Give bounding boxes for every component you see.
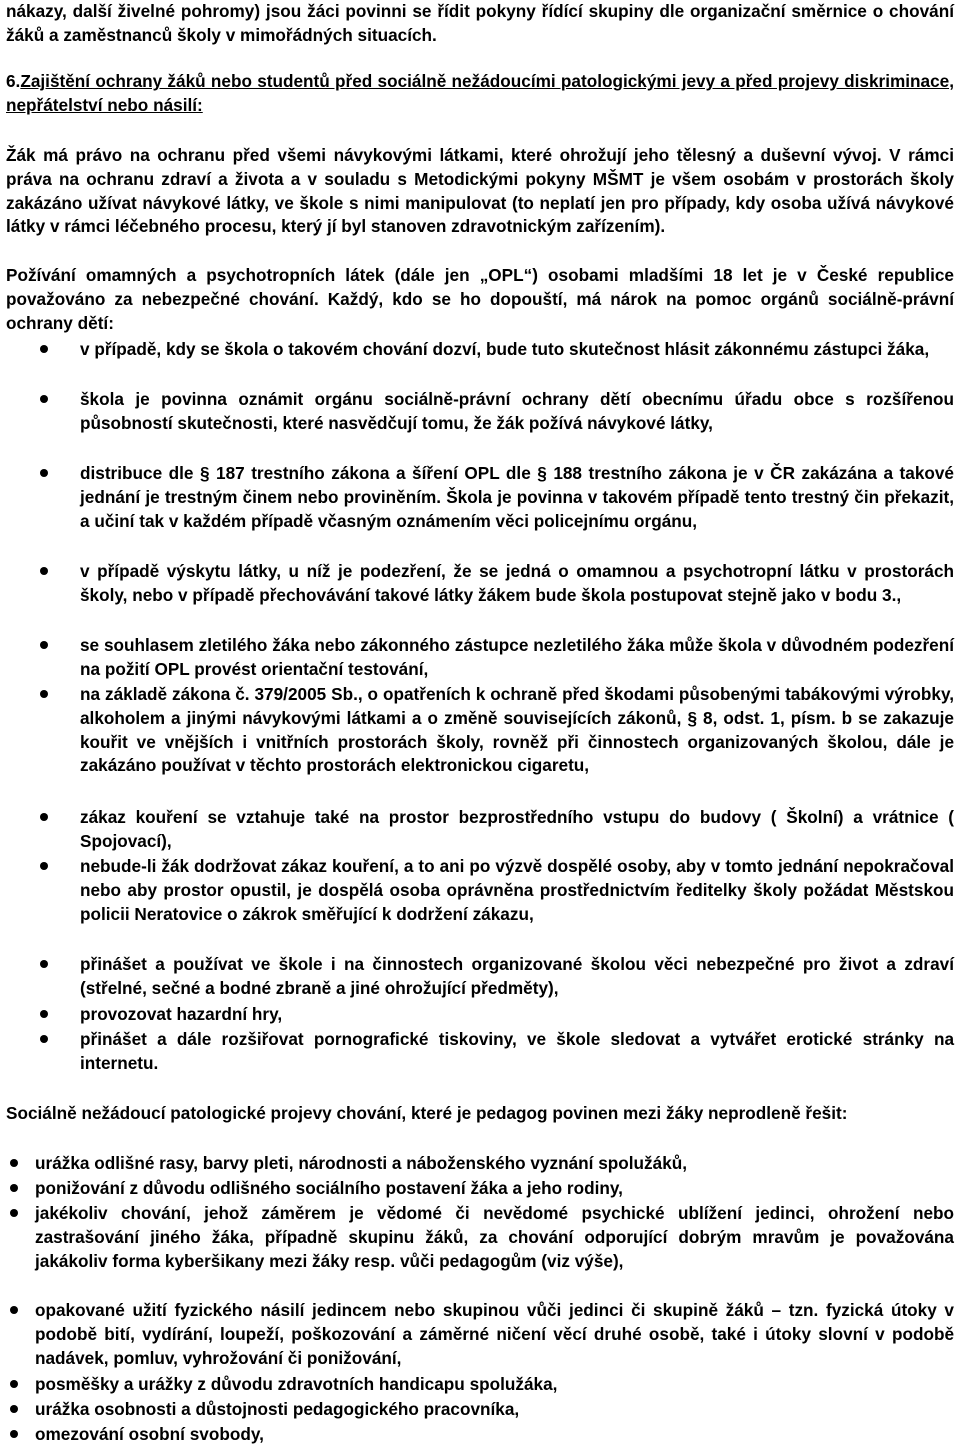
section-6-heading (6, 70, 954, 118)
list-bullet (10, 1184, 18, 1192)
list-item: urážka osobnosti a důstojnosti pedagogického pracovníka, (35, 1399, 520, 1419)
intro-paragraph: nákazy, další živelné pohromy) jsou žáci povinni se řídit pokyny řídící skupiny dle organizační směrnice o chování žáků a zaměstnanců školy v mimořádných situacích. (6, 1, 954, 45)
list-bullet (40, 862, 48, 870)
list-bullet (10, 1430, 18, 1438)
list-item: v případě výskytu látky, u níž je podezření, že se jedná o omamnou a psychotropní látku v prostorách školy, nebo v případě přechovávání takové látky žákem bude škola postupovat stejně jako v bodu 3., (80, 561, 954, 605)
list-item: distribuce dle § 187 trestního zákona a šíření OPL dle § 188 trestního zákona je v ČR zakázána a takové jednání je trestným činem nebo proviněním. Škola je povinna v takovém případě tento trestný čin překazit, a učiní tak v každém případě včasným oznámením věci policejnímu orgánu, (80, 463, 954, 531)
list-bullet (40, 1010, 48, 1018)
list-bullet (40, 813, 48, 821)
list-item: přinášet a používat ve škole i na činnostech organizované školou věci nebezpečné pro život a zdraví (střelné, sečné a bodné zbraně a jiné ohrožující předměty), (80, 954, 954, 998)
list-bullet (40, 567, 48, 575)
list-item: v případě, kdy se škola o takovém chování dozví, bude tuto skutečnost hlásit zákonnému zástupci žáka, (80, 339, 930, 359)
list-bullet (40, 345, 48, 353)
list-bullet (10, 1306, 18, 1314)
list-bullet (40, 960, 48, 968)
list-bullet (40, 1035, 48, 1043)
list-item: přinášet a dále rozšiřovat pornografické tiskoviny, ve škole sledovat a vytvářet erotické stránky na internetu. (80, 1029, 954, 1073)
list-item: jakékoliv chování, jehož záměrem je vědomé či nevědomé psychické ublížení jedinci, ohrožení nebo zastrašování jiného žáka, případně skupinu žáků, za chování odporující dobrým mravům je považována jakákoliv forma kyberšikany mezi žáky resp. vůči pedagogům (viz výše), (35, 1203, 954, 1271)
list-bullet (40, 469, 48, 477)
list-item: nebude-li žák dodržovat zákaz kouření, a to ani po výzvě dospělé osoby, aby v tomto jednání nepokračoval nebo aby prostor opustil, je dospělá osoba oprávněna prostřednictvím ředitelky školy požádat Městskou policii Neratovice o zákrok směřující k dodržení zákazu, (80, 856, 954, 924)
list-item: se souhlasem zletilého žáka nebo zákonného zástupce nezletilého žáka může škola v důvodném podezření na požití OPL provést orientační testování, (80, 635, 954, 679)
section-6-heading-text: Zajištění ochrany žáků nebo studentů před sociálně nežádoucími patologickými jevy a před projevy diskriminace, nepřátelství nebo násilí: (6, 71, 954, 115)
list-item: škola je povinna oznámit orgánu sociálně-právní ochrany dětí obecnímu úřadu obce s rozšířenou působností skutečnosti, které nasvědčují tomu, že žák požívá návykové látky, (80, 389, 954, 433)
list-bullet (40, 641, 48, 649)
list-bullet (10, 1159, 18, 1167)
section-6-paragraph-2: Požívání omamných a psychotropních látek (dále jen „OPL“) osobami mladšími 18 let je v České republice považováno za nebezpečné chování. Každý, kdo se ho dopouští, má nárok na pomoc orgánů sociálně-právní ochrany dětí: (6, 265, 954, 333)
list-item: ponižování z důvodu odlišného sociálního postavení žáka a jeho rodiny, (35, 1178, 623, 1198)
behaviour-intro: Sociálně nežádoucí patologické projevy chování, které je pedagog povinen mezi žáky neprodleně řešit: (6, 1103, 848, 1123)
section-6-paragraph-1: Žák má právo na ochranu před všemi návykovými látkami, které ohrožují jeho tělesný a duševní vývoj. V rámci práva na ochranu zdraví a života a v souladu s Metodickými pokyny MŠMT je všem osobám v prostorách školy zakázáno užívat návykové látky, ve škole s nimi manipulovat (to neplatí jen pro případy, kdy osoba užívá návykové látky v rámci léčebného procesu, který jí byl stanoven zdravotnickým zařízením). (6, 145, 954, 237)
list-bullet (40, 690, 48, 698)
list-item: provozovat hazardní hry, (80, 1004, 283, 1024)
list-item: opakované užití fyzického násilí jedincem nebo skupinou vůči jedinci či skupině žáků – tzn. fyzická útoky v podobě bití, vydírání, loupeží, poškozování a záměrné ničení věcí druhé osobě, také i útoky slovní v podobě nadávek, pomluv, vyhrožování či ponižování, (35, 1300, 954, 1368)
list-item: omezování osobní svobody, (35, 1424, 264, 1444)
list-bullet (40, 395, 48, 403)
list-item: urážka odlišné rasy, barvy pleti, národnosti a náboženského vyznání spolužáků, (35, 1153, 688, 1173)
list-bullet (10, 1209, 18, 1217)
list-bullet (10, 1380, 18, 1388)
list-item: posměšky a urážky z důvodu zdravotních handicapu spolužáka, (35, 1374, 558, 1394)
section-number: 6. (6, 71, 21, 91)
list-item: na základě zákona č. 379/2005 Sb., o opatřeních k ochraně před škodami působenými tabákovými výrobky, alkoholem a jinými návykovými látkami a o změně souvisejících zákonů, § 8, odst. 1, písm. b se zakazuje kouřit ve vnějších i vnitřních prostorách školy, rovněž při činnostech organizovaných školou, dále je zakázáno používat v těchto prostorách elektronickou cigaretu, (80, 684, 954, 776)
list-bullet (10, 1405, 18, 1413)
list-item: zákaz kouření se vztahuje také na prostor bezprostředního vstupu do budovy ( Školní) a vrátnice ( Spojovací), (80, 807, 954, 851)
